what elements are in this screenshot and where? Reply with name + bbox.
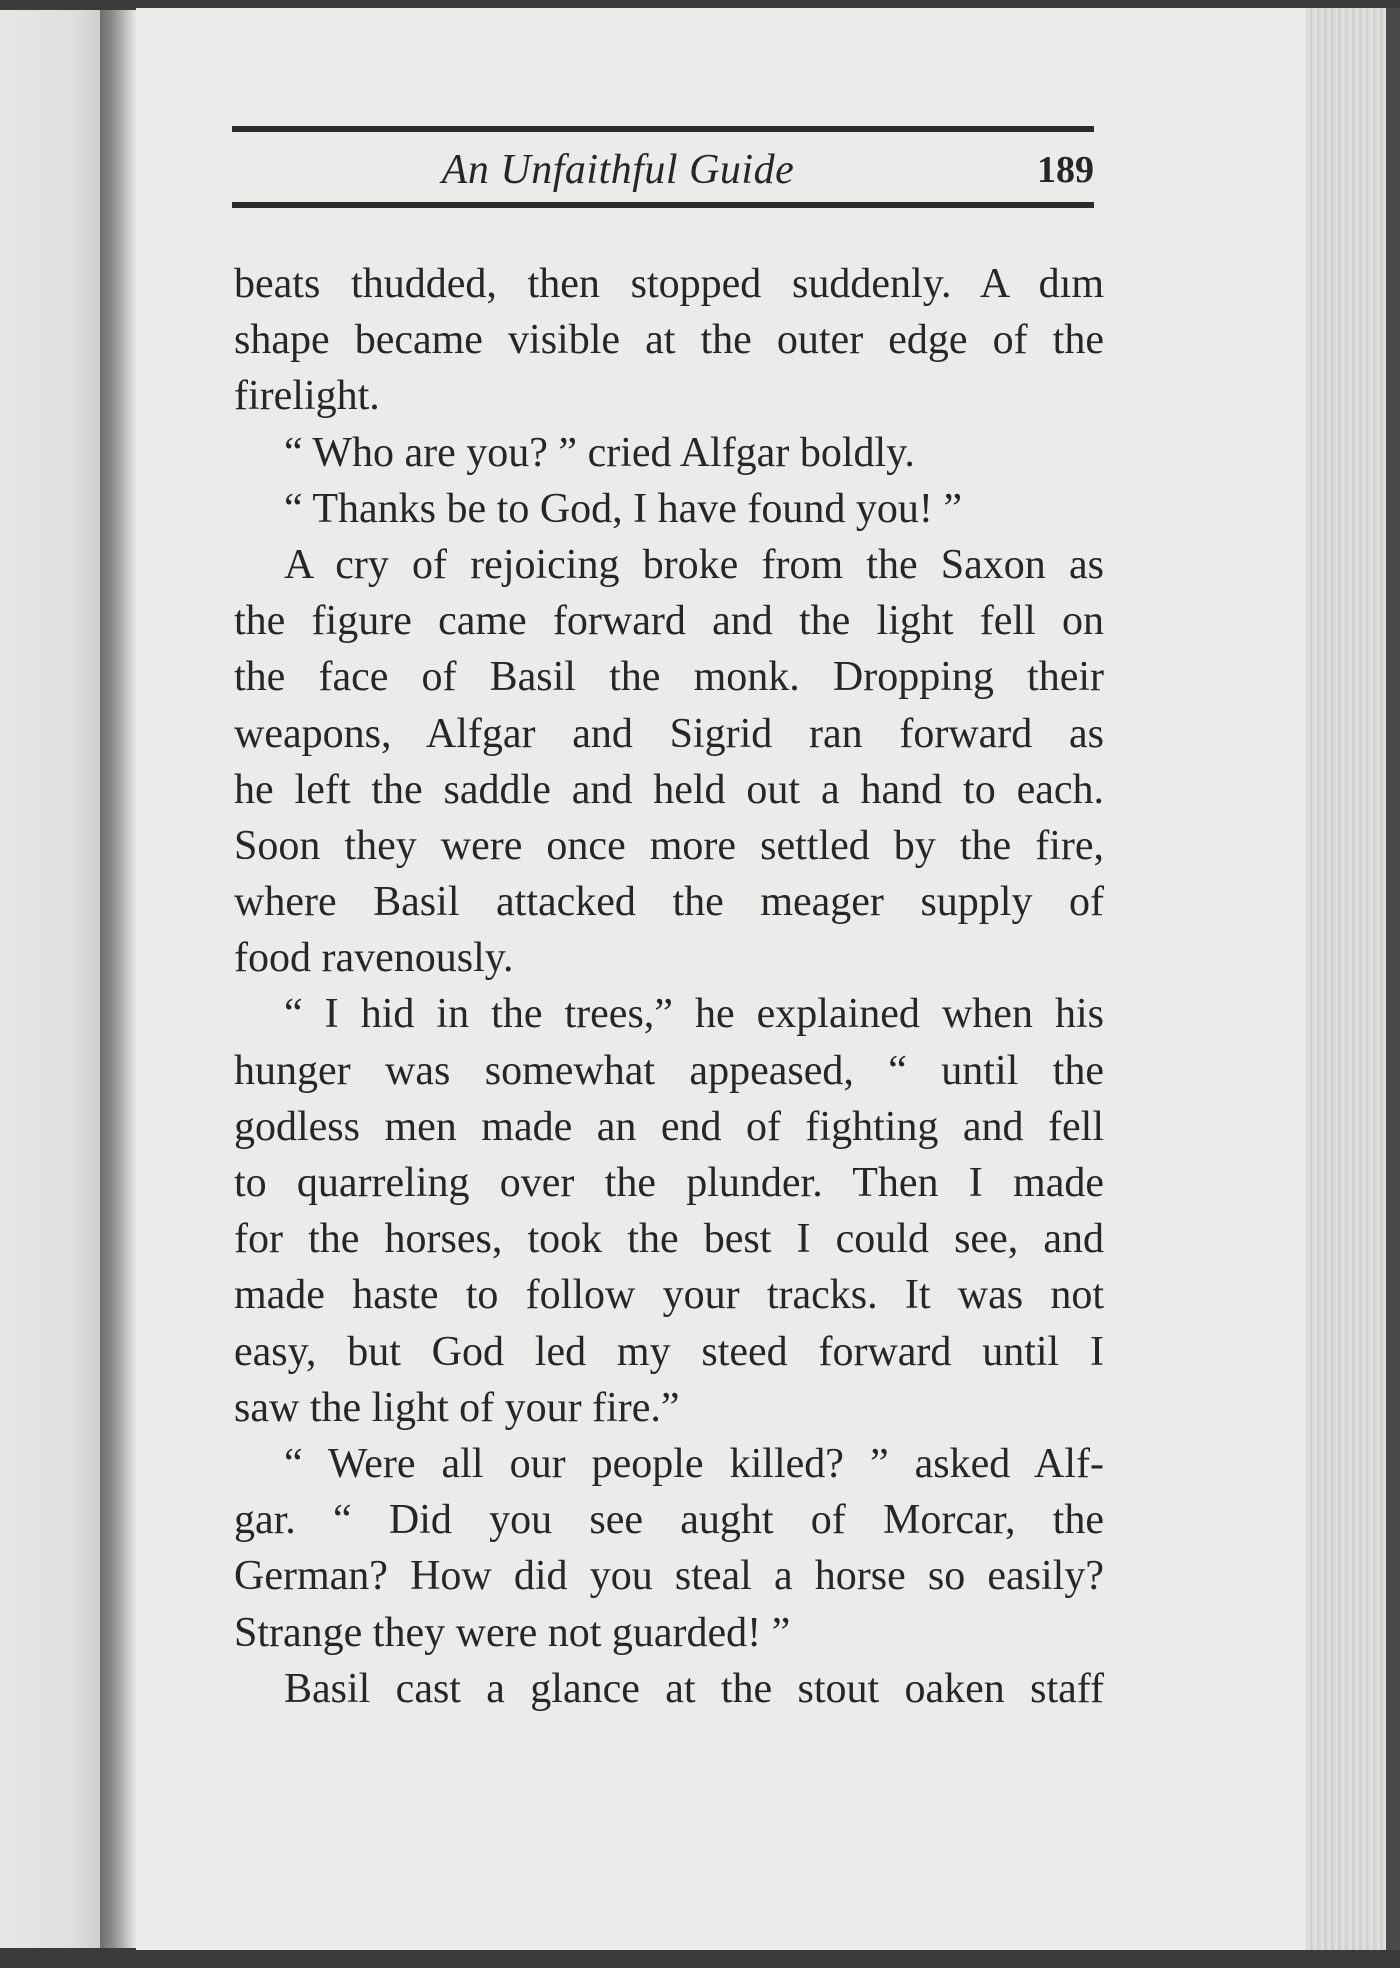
text-line: the face of Basil the monk. Dropping their xyxy=(234,654,1104,701)
page-number: 189 xyxy=(1037,149,1094,191)
text-line: gar. “ Did you see aught of Morcar, the xyxy=(234,1497,1104,1544)
text-line: saw the light of your fire.” xyxy=(234,1384,680,1431)
text-line: easy, but God led my steed forward until I xyxy=(234,1328,1104,1375)
text-line: he left the saddle and held out a hand to each. xyxy=(234,766,1104,813)
text-line: shape became visible at the outer edge of the xyxy=(234,317,1104,364)
text-line: German? How did you steal a horse so easily? xyxy=(234,1553,1104,1600)
book-gutter xyxy=(100,10,136,1948)
text-line: “ I hid in the trees,” he explained when his xyxy=(284,991,1104,1038)
text-line: godless men made an end of fighting and fell xyxy=(234,1103,1104,1150)
running-title: An Unfaithful Guide xyxy=(441,147,795,193)
text-line: “ Thanks be to God, I have found you! ” xyxy=(284,485,963,532)
text-line: Soon they were once more settled by the fire, xyxy=(234,822,1104,869)
text-line: “ Were all our people killed? ” asked Alf- xyxy=(284,1440,1104,1487)
text-line: beats thudded, then stopped suddenly. A dım xyxy=(234,261,1104,307)
text-line: Strange they were not guarded! ” xyxy=(234,1609,791,1656)
text-line: food ravenously. xyxy=(234,935,514,982)
text-line: where Basil attacked the meager supply of xyxy=(234,879,1104,926)
text-line: A cry of rejoicing broke from the Saxon as xyxy=(284,541,1104,588)
text-line: firelight. xyxy=(234,373,380,420)
text-line: “ Who are you? ” cried Alfgar boldly. xyxy=(284,429,915,476)
page-stack-edge xyxy=(1306,8,1400,1950)
text-line: Basil cast a glance at the stout oaken staff xyxy=(284,1665,1104,1712)
text-line: the figure came forward and the light fell on xyxy=(234,598,1104,645)
body-text xyxy=(234,256,1104,1717)
running-head xyxy=(232,126,1094,208)
text-line: to quarreling over the plunder. Then I made xyxy=(234,1160,1104,1206)
text-line: made haste to follow your tracks. It was not xyxy=(234,1272,1104,1319)
facing-page-edge xyxy=(0,10,100,1948)
text-line: weapons, Alfgar and Sigrid ran forward as xyxy=(234,710,1104,757)
text-line: hunger was somewhat appeased, “ until the xyxy=(234,1047,1104,1094)
text-line: for the horses, took the best I could see, and xyxy=(234,1216,1104,1263)
